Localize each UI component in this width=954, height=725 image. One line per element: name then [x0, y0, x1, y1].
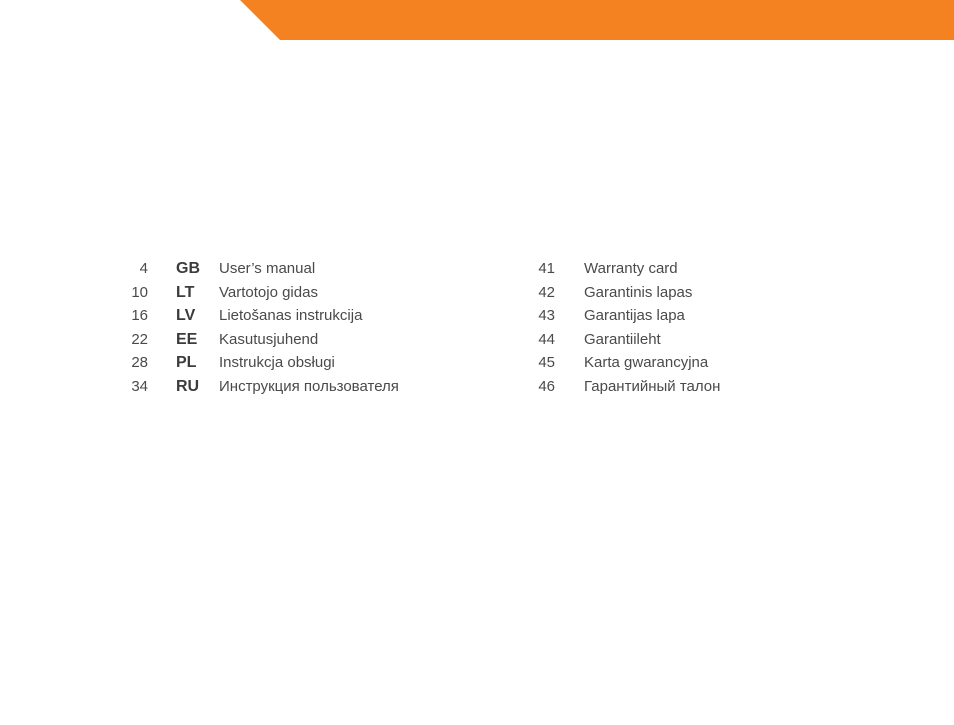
toc-page-number: 34 — [131, 377, 148, 395]
toc-entry-warranty-lt[interactable] — [0, 281, 954, 304]
toc-entry-warranty-ee[interactable] — [0, 328, 954, 351]
toc-page-number: 43 — [538, 307, 555, 324]
toc-language-code: PL — [176, 354, 197, 371]
toc-page-number: 45 — [538, 354, 555, 371]
toc-entry-warranty-lv[interactable] — [0, 304, 954, 327]
toc-page-number: 46 — [538, 377, 555, 395]
toc-page-number: 10 — [131, 283, 148, 301]
toc-page-number: 4 — [139, 260, 148, 277]
toc-title: Lietošanas instrukcija — [219, 307, 363, 324]
toc-title: Garantijas lapa — [584, 307, 685, 324]
toc-title: Kasutusjuhend — [219, 330, 319, 348]
toc-title: Garantinis lapas — [584, 283, 693, 301]
toc-title: Instrukcja obsługi — [219, 354, 335, 371]
toc-title: Karta gwarancyjna — [584, 354, 709, 371]
toc-title: Инструкция пользователя — [219, 377, 399, 395]
toc-page-number: 41 — [538, 260, 555, 277]
toc-page-number: 44 — [538, 330, 555, 348]
toc-title: Гарантийный талон — [584, 377, 721, 395]
toc-language-code: EE — [176, 330, 198, 348]
toc-page-number: 22 — [131, 330, 148, 348]
toc-title: Garantiileht — [584, 330, 661, 348]
header-banner — [0, 0, 954, 40]
toc-language-code: GB — [176, 260, 200, 277]
toc-page-number: 16 — [131, 307, 148, 324]
orange-banner-shape — [240, 0, 954, 40]
toc-entry-warranty-ru[interactable] — [0, 375, 954, 398]
toc-entry-warranty-gb[interactable] — [0, 257, 954, 280]
toc-language-code: LV — [176, 307, 196, 324]
toc-title: Vartotojo gidas — [219, 283, 318, 301]
toc-page-number: 28 — [131, 354, 148, 371]
toc-page-number: 42 — [538, 283, 555, 301]
toc-title: Warranty card — [584, 260, 678, 277]
toc-entry-warranty-pl[interactable] — [0, 351, 954, 374]
toc-language-code: RU — [176, 377, 200, 395]
toc-title: User’s manual — [219, 260, 316, 277]
toc-language-code: LT — [176, 283, 195, 301]
